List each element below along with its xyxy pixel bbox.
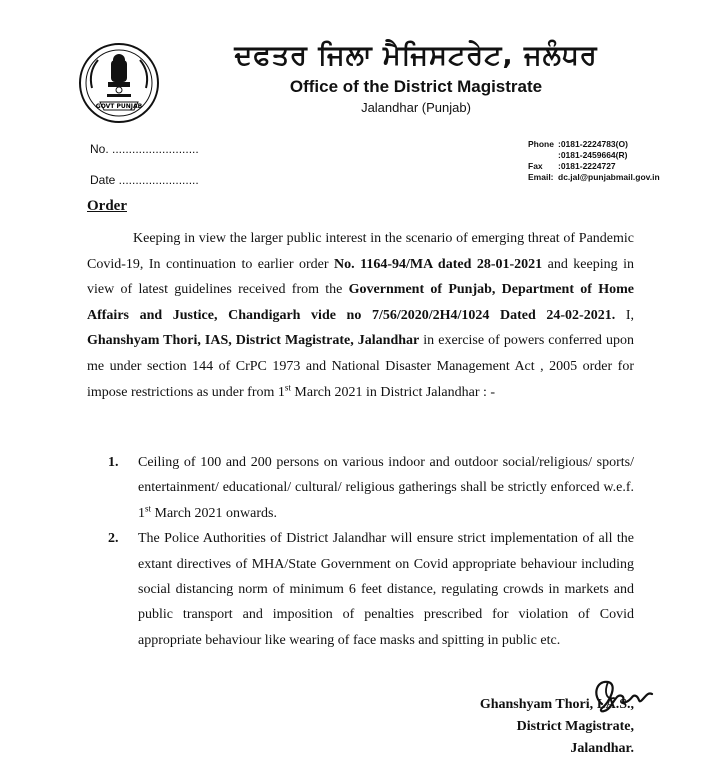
office-title: Office of the District Magistrate	[289, 77, 543, 96]
order-paragraph: Keeping in view the larger public interest in the scenario of emerging threat of Pandemic Covid-19, In continuation to earlier order No. 1164-94/MA dated 28-01-2021 and keeping in view of latest guidelines received from the Government of Punjab, Department of Home Affairs and Justice, Chandigarh vide no 7/56/2020/2H4/1024 Dated 24-02-2021. I, Ghanshyam Thori, IAS, District Magistrate, Jalandhar in exercise of powers conferred upon me under section 144 of CrPC 1973 and National Disaster Management Act , 2005 order for impose restrictions as under from 1st March 2021 in District Jalandhar : -	[87, 231, 634, 400]
restrictions-list	[100, 450, 634, 653]
signatory-place: Jalandhar.	[570, 741, 634, 756]
signatory-designation: District Magistrate,	[516, 719, 634, 734]
list-item: 1. Ceiling of 100 and 200 persons on various indoor and outdoor social/religious/ sports/ entertainment/ educational/ cultural/ religious gatherings shall be strictly enforced w.e.f. 1st March 2021 onwards.	[108, 455, 634, 521]
handwritten-signature-icon	[588, 674, 654, 718]
contact-row: Email: dc.jal@punjabmail.gov.in	[528, 172, 660, 182]
contact-row: :0181-2459664(R)	[558, 150, 628, 160]
office-location: Jalandhar (Punjab)	[361, 100, 471, 115]
header-punjabi-title: ਦਫਤਰ ਜਿਲਾ ਮੈਜਿਸਟਰੇਟ, ਜਲੰਧਰ	[234, 40, 598, 71]
contact-row: Fax :0181-2224727	[528, 161, 616, 171]
reference-date: Date ........................	[90, 173, 199, 187]
svg-text:GOVT PUNJAB: GOVT PUNJAB	[95, 103, 143, 110]
punjab-emblem-icon	[78, 42, 160, 124]
reference-number: No. ..........................	[90, 142, 199, 156]
contact-row: Phone :0181-2224783(O)	[528, 139, 628, 149]
order-heading: Order	[87, 198, 127, 214]
signatory-name: Ghanshyam Thori, I.A.S.,	[479, 697, 634, 712]
list-item: 2. The Police Authorities of District Jalandhar will ensure strict implementation of all the extant directives of MHA/State Government on Covid appropriate behaviour including social distancing norm of minimum 6 feet distance, regulating crowds in markets and public transport and imposition of penalties prescribed for violation of Covid appropriate behaviour like wearing of face masks and spitting in public etc.	[108, 531, 634, 648]
contact-details	[528, 139, 713, 183]
